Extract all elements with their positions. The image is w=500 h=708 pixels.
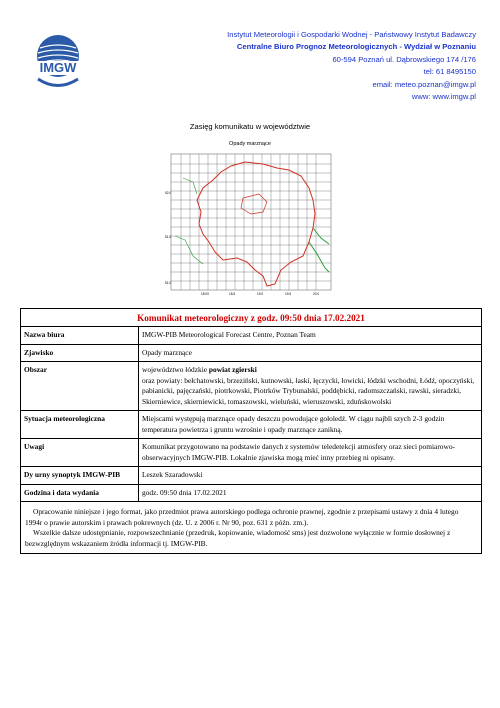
distribution-paragraph: Wszelkie dalsze udostępnianie, rozpowszechnianie (przedruk, kopiowanie, wiadomość sms) jest dozwolone wyłącznie w formie dosłownej z bezwzględnym wskazaniem źródła informacji tj. IMGW-PIB. [25, 528, 451, 548]
row-value: godz. 09:50 dnia 17.02.2021 [139, 484, 482, 502]
row-label: Sytuacja meteorologiczna [21, 411, 139, 439]
institute-header [136, 29, 476, 103]
row-label: Obszar [21, 362, 139, 411]
logo-text: IMGW [39, 60, 77, 75]
x-tick-label: 18.5 [229, 292, 236, 296]
row-value: IMGW-PIB Meteorological Forecast Centre, Poznan Team [139, 327, 482, 344]
row-label: Nazwa biura [21, 327, 139, 344]
email: email: meteo.poznan@imgw.pl [372, 79, 476, 89]
imgw-logo [32, 34, 84, 90]
report-title: Komunikat meteorologiczny z godz. 09:50 dnia 17.02.2021 [21, 309, 481, 327]
office-name: Centralne Biuro Prognoz Meteorologicznych - Wydział w Poznaniu [236, 42, 476, 52]
row-value [139, 362, 482, 411]
report-table [21, 327, 481, 502]
area-counties: oraz powiaty: bełchatowski, brzeziński, kutnowski, łaski, łęczycki, łowicki, łódzki wschodni, Łódź, opoczyński, pabianicki, pajęczański, piotrkowski, Piotrków Trybunalski, poddębicki, radomszczański, rawski, sieradzki, Skierniewice, skierniewicki, tomaszowski, wieluński, wieruszowski, zduńskowolski [142, 375, 475, 406]
table-row [21, 439, 481, 467]
table-row [21, 327, 481, 344]
table-row [21, 344, 481, 362]
table-row [21, 467, 481, 485]
phone: tel: 61 8495150 [423, 67, 476, 77]
address: 60-594 Poznań ul. Dąbrowskiego 174 /176 [332, 54, 476, 64]
row-label: Zjawisko [21, 344, 139, 362]
x-tick-label: 18.00 [201, 292, 209, 296]
y-tick-label: 52.0 [165, 191, 172, 195]
row-label: Godzina i data wydania [21, 484, 139, 502]
row-label: Dy urny synoptyk IMGW-PIB [21, 467, 139, 485]
row-label: Uwagi [21, 439, 139, 467]
x-tick-label: 19.5 [285, 292, 292, 296]
row-value: Opady marznące [139, 344, 482, 362]
y-tick-label: 51.5 [165, 235, 172, 239]
copyright-notice [21, 502, 481, 553]
institute-name: Instytut Meteorologii i Gospodarki Wodnej - Państwowy Instytut Badawczy [227, 30, 476, 39]
row-value: Miejscami występują marznące opady deszczu powodujące gołoledź. W ciągu najbli szych 2-3 godzin temperatura powietrza i gruntu wzrośnie i opady marznące zanikną. [139, 411, 482, 439]
weather-report [20, 308, 482, 554]
table-row [21, 362, 481, 411]
x-tick-label: 19.0 [257, 292, 264, 296]
area-intro: województwo łódzkie [142, 365, 209, 374]
y-tick-label: 51.0 [165, 281, 172, 285]
row-value: Komunikat przygotowano na podstawie danych z systemów teledetekcji atmosfery oraz sieci pomiarowo-obserwacyjnych IMGW-PIB. Lokalnie zjawiska mogą mieć inny przebieg ni opisany. [139, 439, 482, 467]
copyright-paragraph: Opracowanie niniejsze i jego format, jako przedmiot prawa autorskiego podlega ochronie prawnej, zgodnie z przepisami ustawy z dnia 4 lutego 1994r o prawie autorskim i prawach pokrewnych (dz. U. z 2006 r. Nr 90, poz. 631 z późn. zm.). [25, 507, 459, 527]
table-row [21, 411, 481, 439]
table-row [21, 484, 481, 502]
website: www: www.imgw.pl [411, 92, 476, 102]
map-title: Zasięg komunikatu w województwie [189, 122, 311, 131]
row-value: Leszek Szaradowski [139, 467, 482, 485]
area-main-county: powiat zgierski [208, 365, 257, 374]
warning-area-map [163, 138, 335, 296]
x-tick-label: 20.0 [313, 292, 320, 296]
map-subtitle: Opady marznące [229, 141, 271, 147]
